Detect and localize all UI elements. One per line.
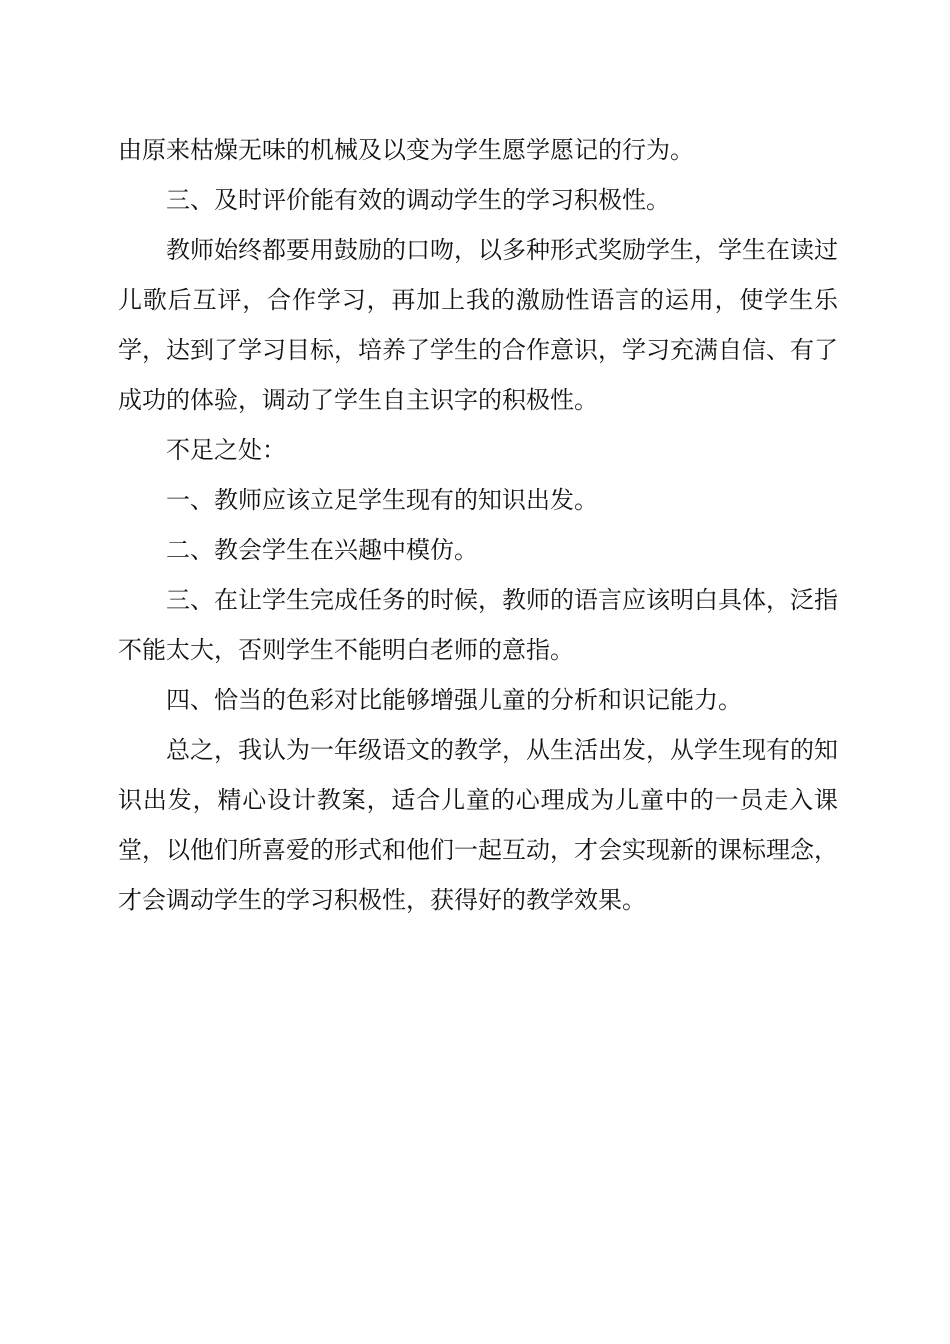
paragraph-conclusion: 总之，我认为一年级语文的教学，从生活出发，从学生现有的知识出发，精心设计教案，适合儿童的心理成为儿童中的一员走入课堂，以他们所喜爱的形式和他们一起互动，才会实现新的课标理念，才会调动学生的学习积极性，获得好的教学效果。 — [118, 736, 838, 914]
paragraph-shortcomings-heading: 不足之处： — [166, 436, 286, 464]
paragraph-shortcoming-three: 三、在让学生完成任务的时候，教师的语言应该明白具体，泛指不能太大，否则学生不能明白老师的意指。 — [118, 586, 838, 664]
paragraph-encouragement: 教师始终都要用鼓励的口吻，以多种形式奖励学生，学生在读过儿歌后互评，合作学习，再加上我的激励性语言的运用，使学生乐学，达到了学习目标，培养了学生的合作意识，学习充满自信、有了成功的体验，调动了学生自主识字的积极性。 — [118, 236, 838, 414]
paragraph-point-three-heading: 三、及时评价能有效的调动学生的学习积极性。 — [166, 186, 670, 214]
paragraph-shortcoming-one: 一、教师应该立足学生现有的知识出发。 — [166, 486, 598, 514]
document-body — [118, 125, 838, 925]
paragraph-continuation: 由原来枯燥无味的机械及以变为学生愿学愿记的行为。 — [118, 136, 694, 164]
paragraph-shortcoming-two: 二、教会学生在兴趣中模仿。 — [166, 536, 478, 564]
paragraph-shortcoming-four: 四、恰当的色彩对比能够增强儿童的分析和识记能力。 — [166, 686, 742, 714]
